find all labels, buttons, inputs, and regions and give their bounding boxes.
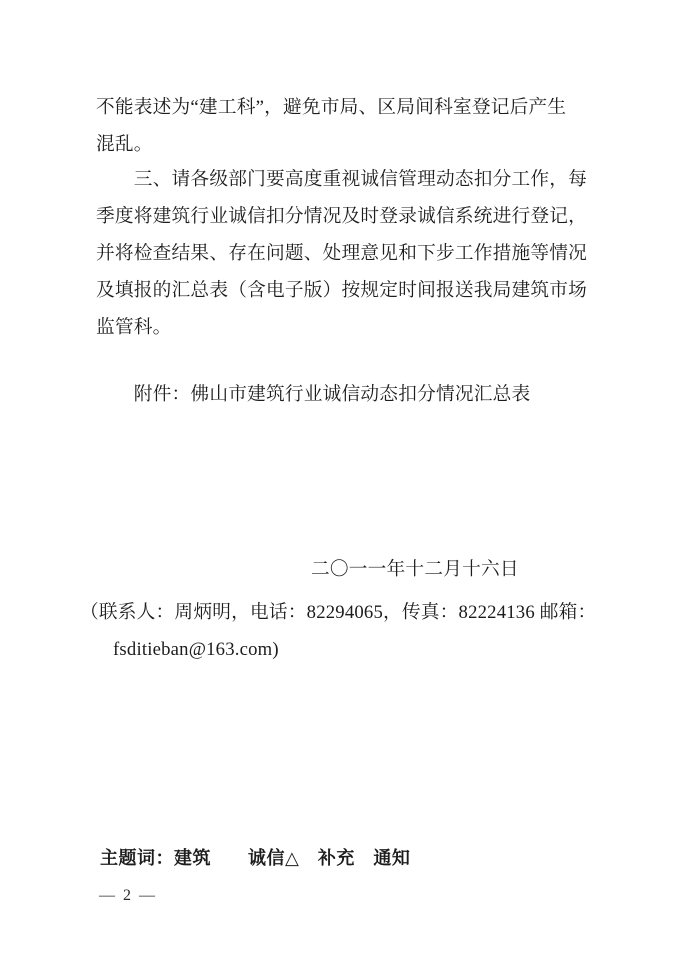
text-line: （联系人：周炳明，电话：82294065，传真：82224136 邮箱： <box>80 602 597 623</box>
text-line: 监管科。 <box>96 317 172 338</box>
text-line: 三、请各级部门要高度重视诚信管理动态扣分工作，每 <box>96 169 588 190</box>
text-line: 不能表述为“建工科”，避免市局、区局间科室登记后产生 <box>96 97 567 118</box>
keywords-line: 主题词：建筑 诚信△ 补充 通知 <box>100 848 411 868</box>
text-line: 附件：佛山市建筑行业诚信动态扣分情况汇总表 <box>96 384 531 405</box>
paragraph-continuation <box>96 89 590 163</box>
paragraph-item-three <box>96 161 590 346</box>
text-line: 及填报的汇总表（含电子版）按规定时间报送我局建筑市场 <box>96 280 588 301</box>
text-line: 季度将建筑行业诚信扣分情况及时登录诚信系统进行登记， <box>96 206 588 227</box>
contact-info <box>80 594 640 668</box>
page-number: — 2 — <box>99 887 157 904</box>
date-line: 二〇一一年十二月十六日 <box>311 559 519 580</box>
text-line: 混乱。 <box>96 134 153 155</box>
text-line: fsditieban@163.com) <box>113 639 279 660</box>
attachment-line <box>96 376 590 413</box>
text-line: 并将检查结果、存在问题、处理意见和下步工作措施等情况 <box>96 243 588 264</box>
